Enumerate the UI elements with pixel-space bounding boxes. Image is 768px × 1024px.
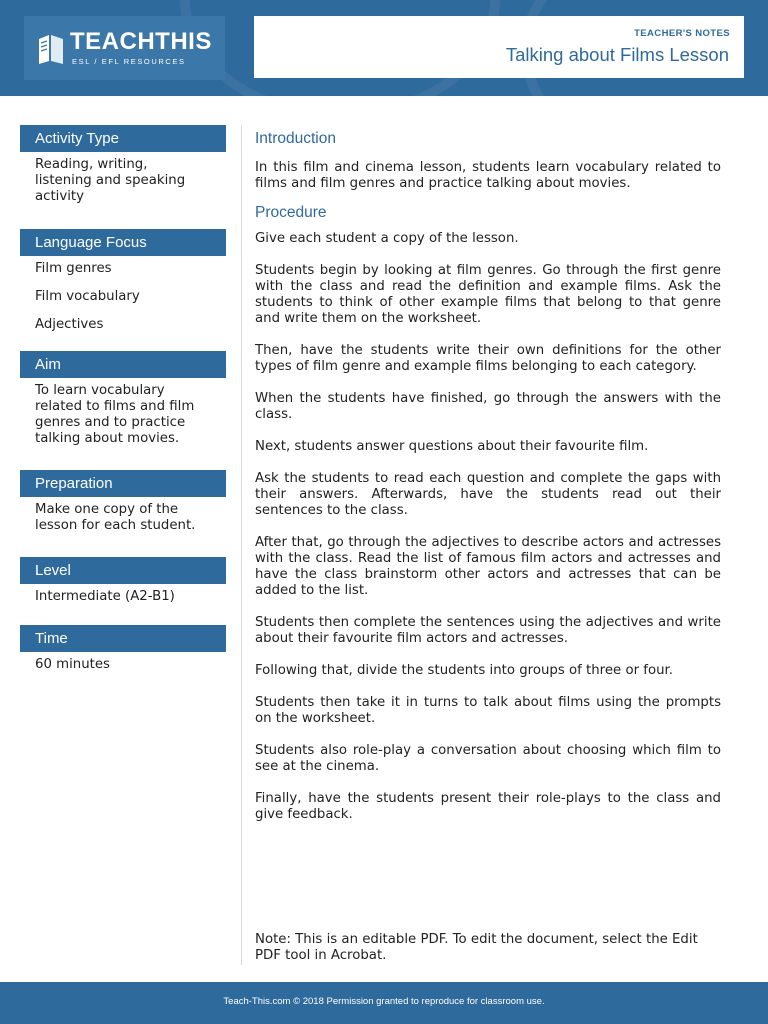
procedure-paragraph: Then, have the students write their own definitions for the other types of film genre and example films belonging to each category. <box>255 343 721 374</box>
procedure-paragraph: Students then take it in turns to talk about films using the prompts on the worksheet. <box>255 695 721 726</box>
procedure-paragraph: Ask the students to read each question and complete the gaps with their answers. Afterwards, have the students read out their sentences to the class. <box>255 471 721 518</box>
preparation-line: Make one copy of the <box>35 502 179 517</box>
book-icon <box>36 31 66 65</box>
language-focus-list <box>20 256 226 333</box>
procedure-paragraph: Students begin by looking at film genres. Go through the first genre with the class and read the definition and example films. Ask the students to think of other example films that belong to that genre and write them on the worksheet. <box>255 263 721 326</box>
aim-line: genres and to practice <box>35 415 186 430</box>
page-footer <box>0 982 768 1024</box>
editable-pdf-note: Note: This is an editable PDF. To edit the document, select the Edit PDF tool in Acrobat. <box>255 932 698 963</box>
level-text: Intermediate (A2-B1) <box>35 589 175 604</box>
teachers-notes-label: TEACHER'S NOTES <box>634 28 730 39</box>
teachthis-logo <box>24 16 225 80</box>
aim-heading: Aim <box>20 351 226 378</box>
aim-line: related to films and film <box>35 399 195 414</box>
level-heading: Level <box>20 557 226 584</box>
procedure-paragraph: Finally, have the students present their role-plays to the class and give feedback. <box>255 791 721 822</box>
language-focus-item: Film vocabulary <box>35 289 140 304</box>
sidebar <box>20 125 226 673</box>
procedure-paragraph: Following that, divide the students into groups of three or four. <box>255 663 673 678</box>
procedure-paragraph: Students then complete the sentences using the adjectives and write about their favourite film actors and actresses. <box>255 615 721 646</box>
time-text: 60 minutes <box>35 657 110 672</box>
time-heading: Time <box>20 625 226 652</box>
main-content <box>255 130 721 823</box>
procedure-paragraph: Students also role-play a conversation about choosing which film to see at the cinema. <box>255 743 721 774</box>
title-box <box>254 16 744 78</box>
aim-line: To learn vocabulary <box>35 383 165 398</box>
language-focus-item: Adjectives <box>35 317 104 332</box>
copyright-text: Teach-This.com © 2018 Permission granted to reproduce for classroom use. <box>223 996 545 1007</box>
aim-line: talking about movies. <box>35 431 180 446</box>
logo-name: TEACHTHIS <box>70 28 212 55</box>
procedure-paragraph: Give each student a copy of the lesson. <box>255 231 519 246</box>
procedure-paragraph: When the students have finished, go through the answers with the class. <box>255 391 721 422</box>
introduction-heading: Introduction <box>255 130 336 147</box>
activity-type-line: activity <box>35 189 85 204</box>
activity-type-text <box>20 152 226 205</box>
procedure-paragraph: After that, go through the adjectives to describe actors and actresses with the class. Read the list of famous film actors and actresses and have the class brainstorm other actors and actresses that can be added to the list. <box>255 535 721 598</box>
introduction-text: In this film and cinema lesson, students learn vocabulary related to films and film genres and practice talking about movies. <box>255 160 721 191</box>
column-divider <box>241 125 242 965</box>
preparation-text <box>20 497 226 534</box>
language-focus-item: Film genres <box>35 261 112 276</box>
page-title: Talking about Films Lesson <box>505 44 729 65</box>
activity-type-heading: Activity Type <box>20 125 226 152</box>
procedure-heading: Procedure <box>255 204 327 221</box>
language-focus-heading: Language Focus <box>20 229 226 256</box>
activity-type-line: listening and speaking <box>35 173 186 188</box>
preparation-line: lesson for each student. <box>35 518 196 533</box>
procedure-paragraph: Next, students answer questions about their favourite film. <box>255 439 649 454</box>
activity-type-line: Reading, writing, <box>35 157 148 172</box>
aim-text <box>20 378 226 447</box>
page-header <box>0 0 768 96</box>
preparation-heading: Preparation <box>20 470 226 497</box>
logo-subtitle: ESL / EFL RESOURCES <box>72 57 186 66</box>
